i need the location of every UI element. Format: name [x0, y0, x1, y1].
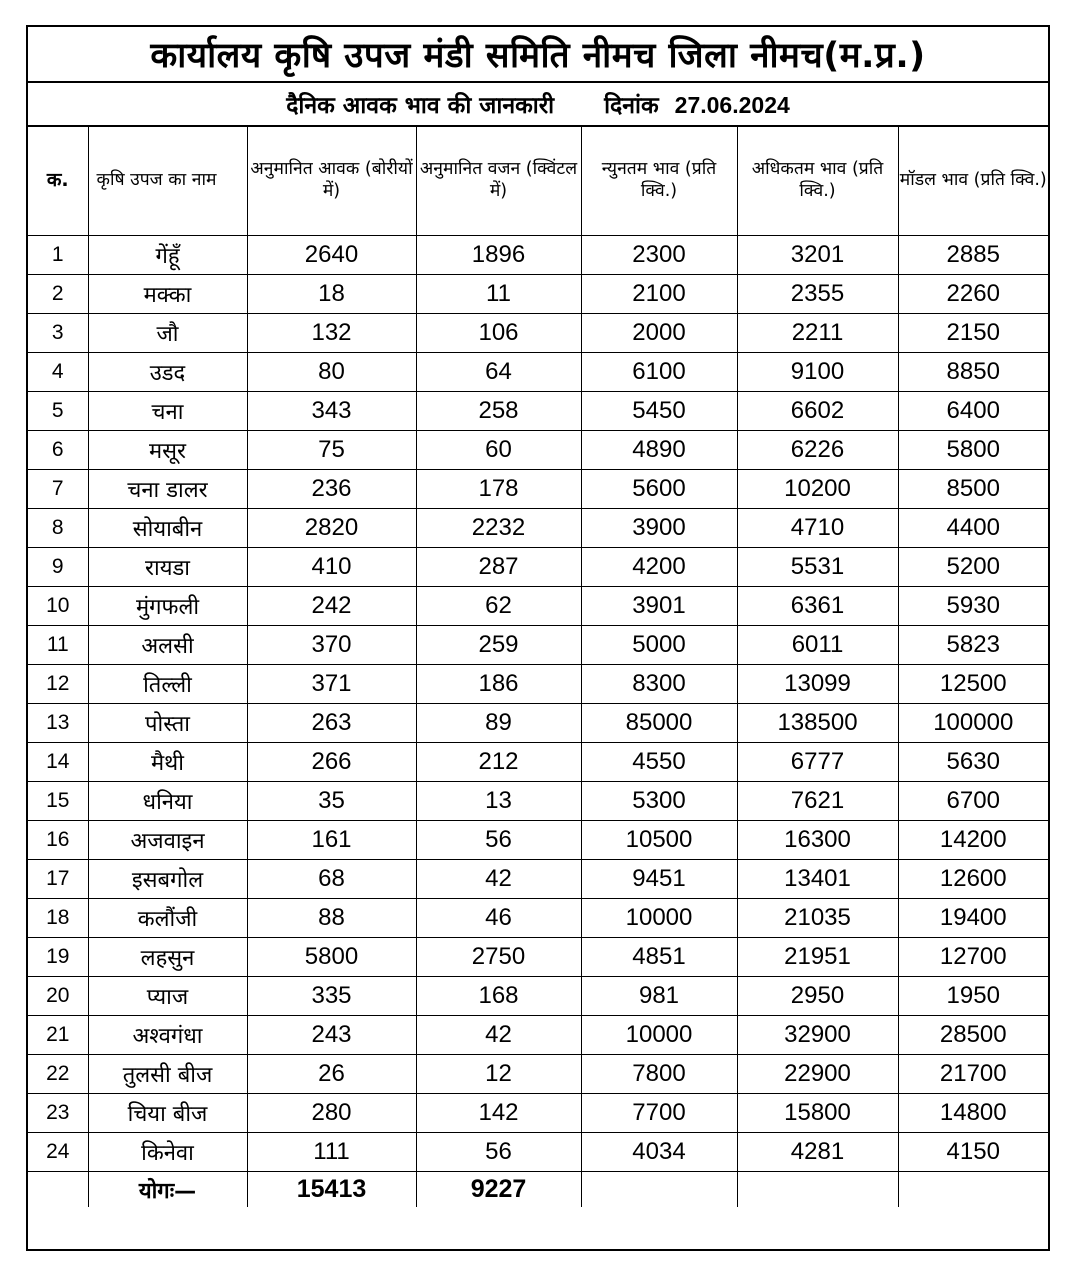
cell-modal-price: 12600 — [898, 860, 1048, 899]
cell-max-price: 2211 — [737, 314, 898, 353]
header-serial-number: क. — [28, 127, 88, 236]
cell-arrival-bags: 18 — [247, 275, 416, 314]
cell-min-price: 2100 — [581, 275, 737, 314]
cell-arrival-bags: 410 — [247, 548, 416, 587]
cell-serial-number: 6 — [28, 431, 88, 470]
cell-serial-number: 12 — [28, 665, 88, 704]
cell-modal-price: 5823 — [898, 626, 1048, 665]
cell-crop-name: किनेवा — [88, 1133, 247, 1172]
cell-arrival-bags: 68 — [247, 860, 416, 899]
cell-serial-number: 7 — [28, 470, 88, 509]
cell-weight-quintal: 259 — [416, 626, 581, 665]
cell-max-price: 6361 — [737, 587, 898, 626]
table-row — [28, 977, 1048, 1016]
cell-crop-name: अलसी — [88, 626, 247, 665]
total-empty-cell — [898, 1172, 1048, 1208]
report-date: 27.06.2024 — [674, 92, 790, 118]
cell-modal-price: 14800 — [898, 1094, 1048, 1133]
table-row — [28, 1055, 1048, 1094]
cell-min-price: 8300 — [581, 665, 737, 704]
cell-arrival-bags: 236 — [247, 470, 416, 509]
cell-max-price: 15800 — [737, 1094, 898, 1133]
table-row — [28, 392, 1048, 431]
cell-serial-number: 13 — [28, 704, 88, 743]
cell-max-price: 32900 — [737, 1016, 898, 1055]
cell-max-price: 6777 — [737, 743, 898, 782]
cell-arrival-bags: 80 — [247, 353, 416, 392]
table-row — [28, 821, 1048, 860]
cell-crop-name: धनिया — [88, 782, 247, 821]
cell-modal-price: 100000 — [898, 704, 1048, 743]
cell-modal-price: 5200 — [898, 548, 1048, 587]
cell-crop-name: रायडा — [88, 548, 247, 587]
cell-crop-name: पोस्ता — [88, 704, 247, 743]
cell-max-price: 9100 — [737, 353, 898, 392]
cell-weight-quintal: 13 — [416, 782, 581, 821]
cell-modal-price: 1950 — [898, 977, 1048, 1016]
cell-serial-number: 9 — [28, 548, 88, 587]
cell-min-price: 5600 — [581, 470, 737, 509]
cell-serial-number: 8 — [28, 509, 88, 548]
cell-arrival-bags: 242 — [247, 587, 416, 626]
table-row — [28, 626, 1048, 665]
table-row — [28, 353, 1048, 392]
cell-weight-quintal: 168 — [416, 977, 581, 1016]
cell-modal-price: 14200 — [898, 821, 1048, 860]
cell-weight-quintal: 1896 — [416, 236, 581, 275]
cell-crop-name: तुलसी बीज — [88, 1055, 247, 1094]
cell-serial-number: 24 — [28, 1133, 88, 1172]
cell-weight-quintal: 106 — [416, 314, 581, 353]
cell-max-price: 10200 — [737, 470, 898, 509]
cell-min-price: 7700 — [581, 1094, 737, 1133]
cell-min-price: 7800 — [581, 1055, 737, 1094]
cell-crop-name: प्याज — [88, 977, 247, 1016]
report-subtitle — [28, 83, 1048, 127]
cell-max-price: 6011 — [737, 626, 898, 665]
cell-crop-name: जौ — [88, 314, 247, 353]
cell-max-price: 138500 — [737, 704, 898, 743]
cell-min-price: 5000 — [581, 626, 737, 665]
cell-weight-quintal: 62 — [416, 587, 581, 626]
cell-max-price: 13099 — [737, 665, 898, 704]
cell-min-price: 4851 — [581, 938, 737, 977]
cell-arrival-bags: 335 — [247, 977, 416, 1016]
table-row — [28, 860, 1048, 899]
cell-max-price: 2950 — [737, 977, 898, 1016]
total-bags: 15413 — [247, 1172, 416, 1208]
cell-modal-price: 5800 — [898, 431, 1048, 470]
header-min-price: न्युनतम भाव (प्रति क्वि.) — [581, 127, 737, 236]
cell-min-price: 981 — [581, 977, 737, 1016]
cell-weight-quintal: 2750 — [416, 938, 581, 977]
cell-weight-quintal: 258 — [416, 392, 581, 431]
table-row — [28, 1133, 1048, 1172]
cell-arrival-bags: 2640 — [247, 236, 416, 275]
cell-max-price: 16300 — [737, 821, 898, 860]
cell-arrival-bags: 370 — [247, 626, 416, 665]
table-row — [28, 509, 1048, 548]
cell-max-price: 22900 — [737, 1055, 898, 1094]
table-row — [28, 938, 1048, 977]
cell-modal-price: 2260 — [898, 275, 1048, 314]
cell-weight-quintal: 142 — [416, 1094, 581, 1133]
cell-arrival-bags: 161 — [247, 821, 416, 860]
cell-serial-number: 22 — [28, 1055, 88, 1094]
total-weight: 9227 — [416, 1172, 581, 1208]
cell-serial-number: 11 — [28, 626, 88, 665]
cell-min-price: 6100 — [581, 353, 737, 392]
header-max-price: अधिकतम भाव (प्रति क्वि.) — [737, 127, 898, 236]
cell-crop-name: चिया बीज — [88, 1094, 247, 1133]
cell-crop-name: कलौंजी — [88, 899, 247, 938]
cell-serial-number: 20 — [28, 977, 88, 1016]
cell-modal-price: 21700 — [898, 1055, 1048, 1094]
cell-serial-number: 17 — [28, 860, 88, 899]
cell-max-price: 6226 — [737, 431, 898, 470]
cell-crop-name: मसूर — [88, 431, 247, 470]
cell-max-price: 3201 — [737, 236, 898, 275]
cell-max-price: 5531 — [737, 548, 898, 587]
table-row — [28, 470, 1048, 509]
cell-modal-price: 28500 — [898, 1016, 1048, 1055]
header-crop-name: कृषि उपज का नाम — [88, 127, 247, 236]
cell-weight-quintal: 178 — [416, 470, 581, 509]
cell-crop-name: चना डालर — [88, 470, 247, 509]
cell-modal-price: 6700 — [898, 782, 1048, 821]
cell-weight-quintal: 60 — [416, 431, 581, 470]
cell-arrival-bags: 111 — [247, 1133, 416, 1172]
cell-min-price: 4550 — [581, 743, 737, 782]
cell-min-price: 85000 — [581, 704, 737, 743]
table-row — [28, 1094, 1048, 1133]
cell-min-price: 10000 — [581, 899, 737, 938]
cell-modal-price: 19400 — [898, 899, 1048, 938]
cell-modal-price: 12500 — [898, 665, 1048, 704]
cell-modal-price: 8850 — [898, 353, 1048, 392]
cell-crop-name: सोयाबीन — [88, 509, 247, 548]
cell-weight-quintal: 56 — [416, 821, 581, 860]
cell-arrival-bags: 266 — [247, 743, 416, 782]
header-modal-price: मॉडल भाव (प्रति क्वि.) — [898, 127, 1048, 236]
cell-modal-price: 5930 — [898, 587, 1048, 626]
cell-crop-name: मुंगफली — [88, 587, 247, 626]
cell-weight-quintal: 42 — [416, 860, 581, 899]
header-arrival-bags: अनुमानित आवक (बोरीयों में) — [247, 127, 416, 236]
cell-serial-number: 19 — [28, 938, 88, 977]
cell-arrival-bags: 243 — [247, 1016, 416, 1055]
cell-weight-quintal: 42 — [416, 1016, 581, 1055]
total-serial-cell — [28, 1172, 88, 1208]
price-table — [28, 127, 1048, 1207]
table-row — [28, 782, 1048, 821]
total-row — [28, 1172, 1048, 1208]
report-label: दैनिक आवक भाव की जानकारी — [286, 93, 555, 119]
cell-crop-name: अजवाइन — [88, 821, 247, 860]
cell-arrival-bags: 2820 — [247, 509, 416, 548]
cell-serial-number: 18 — [28, 899, 88, 938]
cell-crop-name: चना — [88, 392, 247, 431]
cell-arrival-bags: 132 — [247, 314, 416, 353]
cell-arrival-bags: 280 — [247, 1094, 416, 1133]
cell-arrival-bags: 343 — [247, 392, 416, 431]
cell-min-price: 3901 — [581, 587, 737, 626]
cell-max-price: 7621 — [737, 782, 898, 821]
cell-arrival-bags: 88 — [247, 899, 416, 938]
cell-max-price: 21951 — [737, 938, 898, 977]
price-report-sheet — [26, 25, 1050, 1251]
cell-serial-number: 10 — [28, 587, 88, 626]
cell-serial-number: 5 — [28, 392, 88, 431]
cell-max-price: 21035 — [737, 899, 898, 938]
cell-min-price: 10500 — [581, 821, 737, 860]
cell-serial-number: 23 — [28, 1094, 88, 1133]
cell-modal-price: 2885 — [898, 236, 1048, 275]
cell-modal-price: 2150 — [898, 314, 1048, 353]
header-weight-quintal: अनुमानित वजन (क्विंटल में) — [416, 127, 581, 236]
cell-modal-price: 5630 — [898, 743, 1048, 782]
cell-modal-price: 6400 — [898, 392, 1048, 431]
cell-max-price: 6602 — [737, 392, 898, 431]
cell-min-price: 5450 — [581, 392, 737, 431]
cell-serial-number: 21 — [28, 1016, 88, 1055]
cell-arrival-bags: 263 — [247, 704, 416, 743]
cell-serial-number: 3 — [28, 314, 88, 353]
cell-max-price: 4281 — [737, 1133, 898, 1172]
cell-serial-number: 4 — [28, 353, 88, 392]
cell-max-price: 2355 — [737, 275, 898, 314]
cell-min-price: 2300 — [581, 236, 737, 275]
cell-min-price: 2000 — [581, 314, 737, 353]
cell-weight-quintal: 287 — [416, 548, 581, 587]
cell-crop-name: मैथी — [88, 743, 247, 782]
cell-modal-price: 4150 — [898, 1133, 1048, 1172]
table-row — [28, 704, 1048, 743]
cell-min-price: 9451 — [581, 860, 737, 899]
cell-modal-price: 4400 — [898, 509, 1048, 548]
cell-crop-name: उडद — [88, 353, 247, 392]
date-group — [604, 88, 790, 120]
cell-weight-quintal: 186 — [416, 665, 581, 704]
table-row — [28, 236, 1048, 275]
cell-serial-number: 16 — [28, 821, 88, 860]
cell-modal-price: 8500 — [898, 470, 1048, 509]
total-label: योगः— — [88, 1172, 247, 1208]
date-label: दिनांक — [604, 93, 659, 119]
total-empty-cell — [737, 1172, 898, 1208]
cell-min-price: 4034 — [581, 1133, 737, 1172]
total-empty-cell — [581, 1172, 737, 1208]
cell-max-price: 4710 — [737, 509, 898, 548]
cell-arrival-bags: 371 — [247, 665, 416, 704]
cell-crop-name: इसबगोल — [88, 860, 247, 899]
cell-crop-name: अश्वगंधा — [88, 1016, 247, 1055]
cell-arrival-bags: 75 — [247, 431, 416, 470]
cell-arrival-bags: 35 — [247, 782, 416, 821]
cell-weight-quintal: 56 — [416, 1133, 581, 1172]
cell-modal-price: 12700 — [898, 938, 1048, 977]
cell-min-price: 4200 — [581, 548, 737, 587]
cell-weight-quintal: 212 — [416, 743, 581, 782]
cell-max-price: 13401 — [737, 860, 898, 899]
office-title: कार्यालय कृषि उपज मंडी समिति नीमच जिला नीमच(म.प्र.) — [28, 27, 1048, 83]
table-row — [28, 1016, 1048, 1055]
cell-weight-quintal: 64 — [416, 353, 581, 392]
table-header-row — [28, 127, 1048, 236]
table-body — [28, 236, 1048, 1208]
cell-weight-quintal: 89 — [416, 704, 581, 743]
table-row — [28, 899, 1048, 938]
table-row — [28, 548, 1048, 587]
table-row — [28, 743, 1048, 782]
cell-crop-name: तिल्ली — [88, 665, 247, 704]
cell-weight-quintal: 12 — [416, 1055, 581, 1094]
cell-min-price: 4890 — [581, 431, 737, 470]
table-row — [28, 431, 1048, 470]
cell-arrival-bags: 5800 — [247, 938, 416, 977]
cell-crop-name: लहसुन — [88, 938, 247, 977]
cell-serial-number: 15 — [28, 782, 88, 821]
table-row — [28, 314, 1048, 353]
cell-crop-name: मक्का — [88, 275, 247, 314]
cell-weight-quintal: 11 — [416, 275, 581, 314]
cell-crop-name: गेंहूँ — [88, 236, 247, 275]
cell-serial-number: 14 — [28, 743, 88, 782]
cell-serial-number: 2 — [28, 275, 88, 314]
cell-min-price: 5300 — [581, 782, 737, 821]
cell-weight-quintal: 46 — [416, 899, 581, 938]
cell-arrival-bags: 26 — [247, 1055, 416, 1094]
table-row — [28, 587, 1048, 626]
table-row — [28, 275, 1048, 314]
cell-min-price: 3900 — [581, 509, 737, 548]
cell-weight-quintal: 2232 — [416, 509, 581, 548]
cell-serial-number: 1 — [28, 236, 88, 275]
table-row — [28, 665, 1048, 704]
cell-min-price: 10000 — [581, 1016, 737, 1055]
